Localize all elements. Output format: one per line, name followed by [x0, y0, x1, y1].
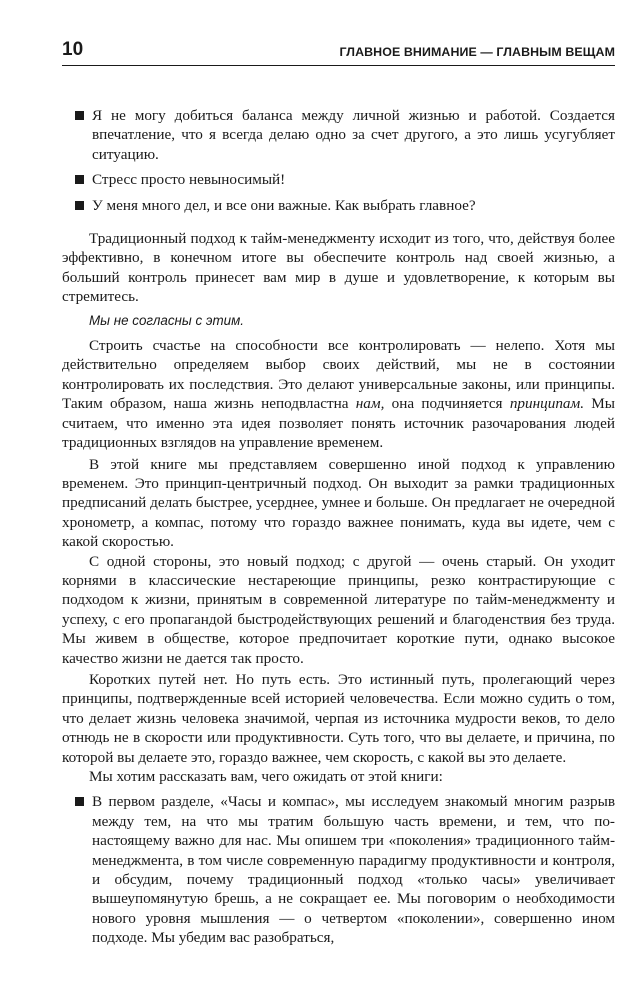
- list-item: [62, 792, 615, 947]
- emphasis-principles: принципам.: [509, 395, 584, 413]
- paragraph-we-disagree: Мы не согласны с этим.: [89, 312, 244, 328]
- list-item: [62, 106, 615, 164]
- paragraph-happiness: [62, 336, 615, 452]
- book-outline-list: [62, 792, 615, 947]
- square-bullet-icon: [75, 797, 84, 806]
- text-run: Строить счастье на способности все контролировать — нелепо. Хотя мы действительно определяем выбор своих действий, мы не в состоянии контролировать их последствия. Это делают универсальные законы, или принципы. Таким образом, наша жизнь неподвластна: [62, 337, 615, 413]
- emphasis-us: нам,: [355, 395, 385, 413]
- list-item: [62, 170, 615, 189]
- page-body: [62, 106, 615, 948]
- paragraph-traditional-approach: Традиционный подход к тайм-менеджменту исходит из того, что, действуя более эффективно, в конечном итоге вы обеспечите контроль над своей жизнью, а больший контроль принесет вам мир в душе и удовлетворение, к которым вы стремитесь.: [62, 230, 615, 306]
- list-item-text: У меня много дел, и все они важные. Как выбрать главное?: [92, 196, 476, 214]
- paragraph-this-book: В этой книге мы представляем совершенно иной подход к управлению временем. Это принцип-центричный подход. Он выходит за рамки традиционных предписаний делать быстрее, усерднее, умнее и больше. Он предлагает не очередной хронометр, а компас, потому что гораздо важнее понимать, куда вы идете, чем с какой скоростью.: [62, 455, 615, 551]
- list-item-text: Стресс просто невыносимый!: [92, 171, 286, 189]
- square-bullet-icon: [75, 111, 84, 120]
- paragraph-what-to-expect: Мы хотим рассказать вам, чего ожидать от этой книги:: [89, 768, 443, 785]
- square-bullet-icon: [75, 175, 84, 184]
- list-item: [62, 196, 615, 215]
- running-head: [62, 40, 615, 66]
- paragraph-no-shortcuts: Коротких путей нет. Но путь есть. Это истинный путь, пролегающий через принципы, подтвержденные всей историей человечества. Если можно судить о том, что делает жизнь человека значимой, черпая из источника мудрости веков, то дело отнюдь не в скорости или продуктивности. Суть того, что вы делаете, и причина, по которой вы делаете это, гораздо важнее, чем скорость, с какой вы это делаете.: [62, 670, 615, 766]
- list-item-text: В первом разделе, «Часы и компас», мы исследуем знакомый многим разрыв между тем, на что мы тратим большую часть времени, и тем, что по-настоящему важно для нас. Мы опишем три «поколения» традиционного тайм-менеджмента, в том числе современную парадигму продуктивности и контроля, и обсудим, почему традиционный подход «только часы» увеличивает вышеупомянутую брешь, а не сокращает ее. Мы поговорим о необходимости нового уровня мышления — о четвертом «поколении», совершенно ином подходе. Мы убедим вас разобраться,: [92, 793, 615, 947]
- text-run: она подчиняется: [384, 395, 510, 413]
- book-page: [62, 40, 615, 948]
- paragraph-one-side: С одной стороны, это новый подход; с другой — очень старый. Он уходит корнями в классические нестареющие принципы, резко контрастирующие с подходом к жизни, принятым в современной литературе по тайм-менеджменту и успеху, с его пропагандой быстродействующих решений и благоденствия без труда. Мы живем в обществе, которое предпочитает короткие пути, однако высокое качество жизни не дается так просто.: [62, 552, 615, 667]
- chapter-title: ГЛАВНОЕ ВНИМАНИЕ — ГЛАВНЫМ ВЕЩАМ: [339, 45, 615, 59]
- text-run: Мы считаем, что именно эта идея позволяет понять источник разочарования людей традиционных взглядов на управление временем.: [62, 395, 615, 452]
- complaint-list: [62, 106, 615, 215]
- square-bullet-icon: [75, 201, 84, 210]
- page-number: 10: [62, 39, 84, 60]
- list-item-text: Я не могу добиться баланса между личной жизнью и работой. Создается впечатление, что я всегда делаю одно за счет другого, а это лишь усугубляет ситуацию.: [92, 107, 615, 163]
